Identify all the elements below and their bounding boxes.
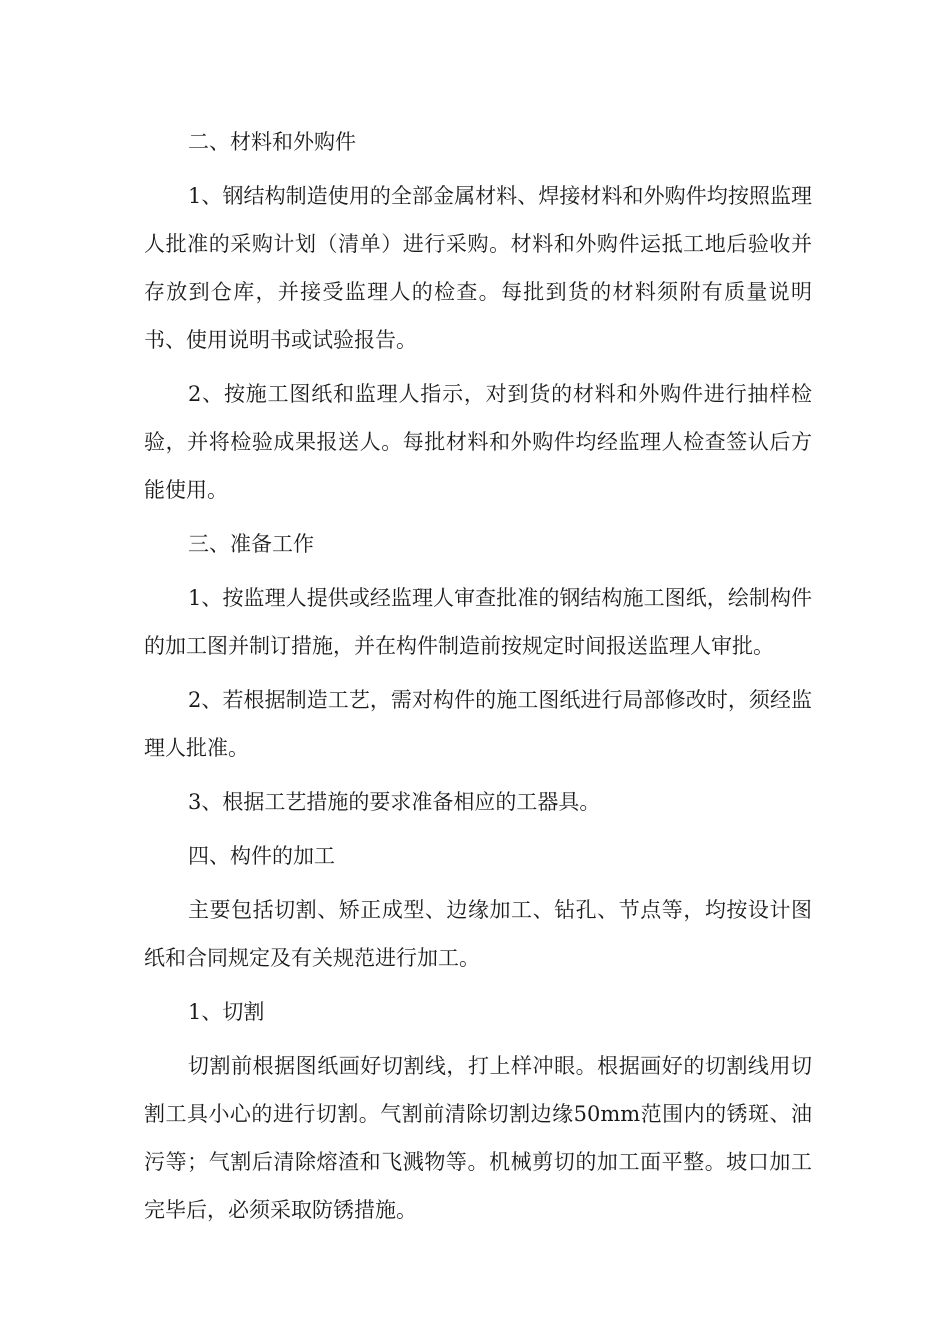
paragraph-processing-intro: 主要包括切割、矫正成型、边缘加工、钻孔、节点等，均按设计图纸和合同规定及有关规范进行加工。 bbox=[144, 898, 812, 970]
paragraph-cutting: 切割前根据图纸画好切割线，打上样冲眼。根据画好的切割线用切割工具小心的进行切割。气割前清除切割边缘50mm范围内的锈斑、油污等；气割后清除熔渣和飞溅物等。机械剪切的加工面平整。坡口加工完毕后，必须采取防锈措施。 bbox=[144, 1054, 812, 1222]
paragraph-preparation-3: 3、根据工艺措施的要求准备相应的工器具。 bbox=[188, 790, 601, 814]
document-page bbox=[144, 118, 812, 1234]
paragraph-materials-1: 1、钢结构制造使用的全部金属材料、焊接材料和外购件均按照监理人批准的采购计划（清单）进行采购。材料和外购件运抵工地后验收并存放到仓库，并接受监理人的检查。每批到货的材料须附有质量说明书、使用说明书或试验报告。 bbox=[144, 184, 812, 352]
subheading-cutting: 1、切割 bbox=[188, 1000, 265, 1024]
paragraph-materials-2: 2、按施工图纸和监理人指示，对到货的材料和外购件进行抽样检验，并将检验成果报送人。每批材料和外购件均经监理人检查签认后方能使用。 bbox=[144, 382, 812, 502]
section-heading-preparation: 三、准备工作 bbox=[188, 532, 314, 556]
paragraph-preparation-2: 2、若根据制造工艺，需对构件的施工图纸进行局部修改时，须经监理人批准。 bbox=[144, 688, 812, 760]
section-heading-processing: 四、构件的加工 bbox=[188, 844, 335, 868]
section-heading-materials: 二、材料和外购件 bbox=[188, 130, 356, 154]
paragraph-preparation-1: 1、按监理人提供或经监理人审查批准的钢结构施工图纸，绘制构件的加工图并制订措施，并在构件制造前按规定时间报送监理人审批。 bbox=[144, 586, 812, 658]
